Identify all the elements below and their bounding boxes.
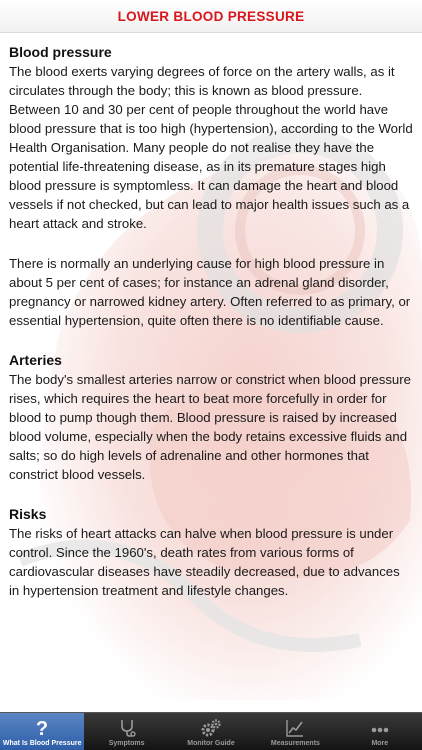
tab-more[interactable]: [338, 713, 422, 750]
gears-icon: [200, 717, 222, 739]
tab-measurements[interactable]: [253, 713, 337, 750]
tab-monitor-guide[interactable]: [169, 713, 253, 750]
chart-icon: [284, 717, 306, 739]
more-dots-icon: [369, 717, 391, 739]
top-header-bar: [0, 0, 422, 33]
tab-label: What Is Blood Pressure: [2, 740, 82, 747]
tab-label: More: [371, 740, 389, 747]
stethoscope-icon: [116, 717, 138, 739]
svg-text:?: ?: [36, 718, 49, 738]
tab-label: Symptoms: [108, 740, 145, 747]
tab-label: Measurements: [270, 740, 320, 747]
bottom-tab-bar: [0, 712, 422, 750]
page-title: LOWER BLOOD PRESSURE: [117, 8, 305, 24]
section-paragraph: There is normally an underlying cause for high blood pressure in about 5 per cent of cases; for instance an adrenal gland disorder, pregnancy or narrowed kidney artery. Often referred to as primary, or essential hypertension, quite often there is no identifiable cause.: [9, 256, 411, 328]
tab-what-is-blood-pressure[interactable]: [0, 713, 84, 750]
section-heading: Arteries: [9, 352, 62, 368]
section-blood-pressure: [9, 43, 413, 330]
section-heading: Blood pressure: [9, 44, 112, 60]
tab-label: Monitor Guide: [187, 740, 235, 747]
article-content: [9, 43, 413, 621]
section-heading: Risks: [9, 506, 47, 522]
section-paragraph: The body's smallest arteries narrow or constrict when blood pressure rises, which requires the heart to beat more forcefully in order for blood to pump though them. Blood pressure is raised by increased blood volume, especially when the body retains excessive fluids and salts; so do high levels of adrenaline and other hormones that constrict blood vessels.: [9, 372, 411, 482]
question-icon: [31, 717, 53, 739]
section-risks: [9, 505, 413, 600]
tab-symptoms[interactable]: [84, 713, 168, 750]
section-paragraph: The blood exerts varying degrees of force on the artery walls, as it circulates through the body; this is known as blood pressure. Between 10 and 30 per cent of people throughout the world have blood pressure that is too high (hypertension), according to the World Health Organisation. Many people do not realise they have the potential life-threatening disease, as in its premature stages high blood pressure is symptomless. It can damage the heart and blood vessels if not checked, but can lead to major health issues such as a heart attack and stroke.: [9, 64, 413, 231]
section-paragraph: The risks of heart attacks can halve when blood pressure is under control. Since the 1960's, death rates from various forms of cardiovascular diseases have steadily decreased, due to advances in hypertension treatment and lifestyle changes.: [9, 526, 400, 598]
section-arteries: [9, 351, 413, 484]
